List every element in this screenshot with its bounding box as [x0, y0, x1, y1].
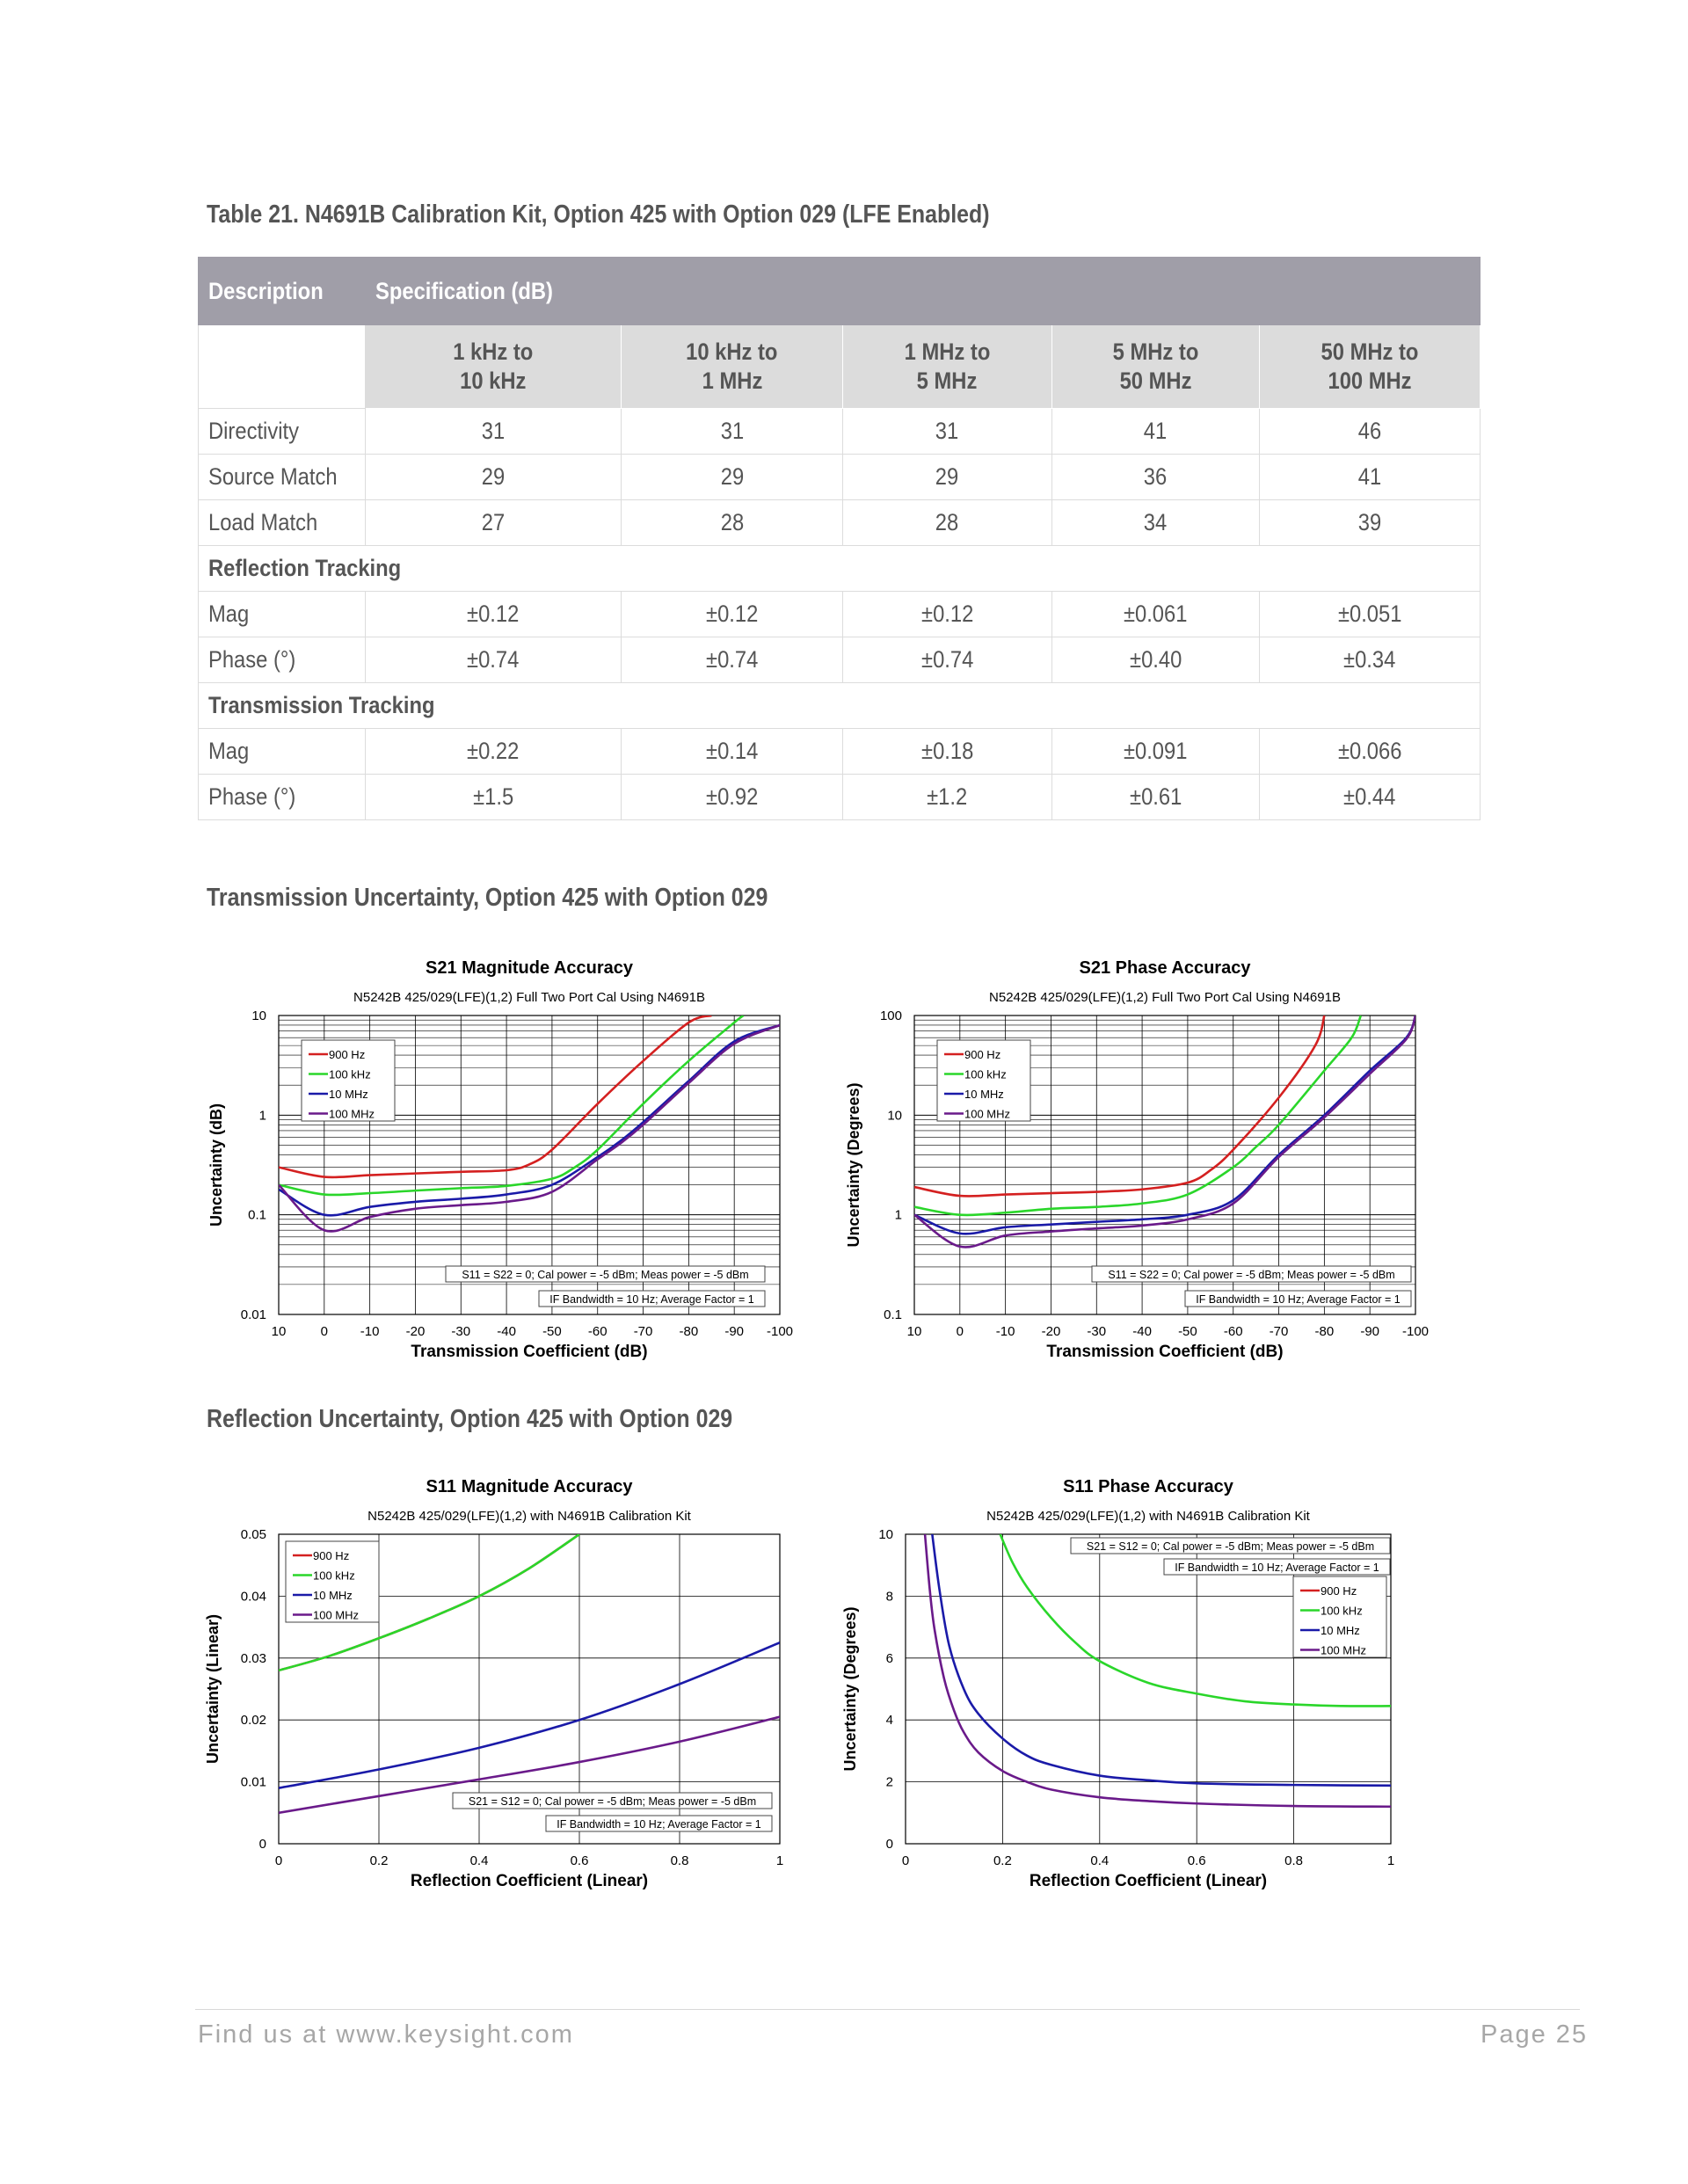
note-text: S11 = S22 = 0; Cal power = -5 dBm; Meas power = -5 dBm [1108, 1269, 1395, 1281]
x-tick-label: 1 [775, 1853, 784, 1868]
table-cell: 28 [622, 500, 843, 546]
s21-magnitude-chart [202, 945, 800, 1367]
legend-label: 900 Hz [313, 1549, 350, 1562]
x-tick-label: -90 [1360, 1324, 1380, 1339]
table-cell: ±0.44 [1260, 775, 1481, 820]
table-cell: ±0.40 [1051, 637, 1260, 683]
x-tick-label: 0 [901, 1853, 910, 1868]
y-tick-label: 0 [885, 1837, 893, 1852]
x-tick-label: 0.4 [469, 1853, 489, 1868]
y-axis-label: Uncertainty (Linear) [204, 1613, 222, 1765]
table-cell: ±0.18 [842, 729, 1051, 775]
reflection-section-title: Reflection Uncertainty, Option 425 with Option 029 [207, 1405, 733, 1433]
x-tick-label: 0 [320, 1324, 328, 1339]
table-row [199, 729, 1481, 775]
table-cell: ±0.74 [622, 637, 843, 683]
footer-website: Find us at www.keysight.com [198, 2020, 574, 2049]
row-label: Phase (°) [199, 637, 366, 683]
y-tick-label: 1 [894, 1207, 902, 1223]
band-header: 1 MHz to 5 MHz [842, 325, 1051, 409]
x-tick-label: -60 [587, 1324, 608, 1339]
x-tick-label: -50 [1178, 1324, 1197, 1339]
y-tick-label: 2 [885, 1774, 893, 1790]
y-tick-label: 0.1 [248, 1207, 266, 1223]
x-tick-label: 0.2 [369, 1853, 389, 1868]
y-tick-label: 0.04 [240, 1589, 266, 1605]
table-title: Table 21. N4691B Calibration Kit, Option 425 with Option 029 (LFE Enabled) [207, 200, 990, 229]
y-tick-label: 0.01 [240, 1307, 266, 1322]
table-row [199, 592, 1481, 637]
y-tick-label: 0.05 [240, 1527, 266, 1542]
x-tick-label: -30 [1087, 1324, 1107, 1339]
note-text: IF Bandwidth = 10 Hz; Average Factor = 1 [557, 1818, 761, 1831]
x-tick-label: -100 [1401, 1324, 1430, 1339]
x-tick-label: 10 [906, 1324, 922, 1339]
y-tick-label: 1 [258, 1108, 266, 1124]
y-tick-label: 0.1 [884, 1307, 902, 1322]
y-tick-label: 0.01 [240, 1774, 266, 1790]
legend-label: 900 Hz [329, 1048, 366, 1061]
x-tick-label: -10 [360, 1324, 380, 1339]
table-cell: 41 [1051, 409, 1260, 455]
x-tick-label: 0.2 [993, 1853, 1012, 1868]
y-tick-label: 10 [251, 1008, 266, 1023]
note-text: IF Bandwidth = 10 Hz; Average Factor = 1 [549, 1293, 754, 1306]
group-row [199, 546, 1481, 592]
band-header: 5 MHz to 50 MHz [1051, 325, 1260, 409]
x-tick-label: -70 [633, 1324, 653, 1339]
chart-subtitle: N5242B 425/029(LFE)(1,2) Full Two Port Cal Using N4691B [353, 990, 705, 1005]
table-cell: 34 [1051, 500, 1260, 546]
x-tick-label: -100 [766, 1324, 794, 1339]
chart-title: S21 Phase Accuracy [1079, 958, 1251, 978]
table-cell: ±0.14 [622, 729, 843, 775]
band-header-empty [199, 325, 366, 409]
y-tick-label: 0.02 [240, 1713, 266, 1729]
y-tick-label: 0.03 [240, 1650, 266, 1666]
legend-label: 100 MHz [313, 1608, 360, 1622]
legend-label: 900 Hz [1321, 1584, 1357, 1598]
table-cell: 29 [842, 455, 1051, 500]
table-cell: 41 [1260, 455, 1481, 500]
table-cell: 36 [1051, 455, 1260, 500]
legend [1293, 1576, 1386, 1657]
legend-label: 10 MHz [313, 1589, 353, 1602]
x-tick-label: -40 [1132, 1324, 1152, 1339]
footer-divider [195, 2009, 1580, 2010]
group-label: Transmission Tracking [199, 683, 1481, 729]
legend-label: 10 MHz [1321, 1624, 1360, 1637]
x-tick-label: 0.4 [1090, 1853, 1110, 1868]
table-cell: ±0.091 [1051, 729, 1260, 775]
row-label: Mag [199, 592, 366, 637]
x-axis-label: Transmission Coefficient (dB) [411, 1343, 648, 1361]
x-tick-label: -90 [724, 1324, 745, 1339]
chart-subtitle: N5242B 425/029(LFE)(1,2) with N4691B Calibration Kit [986, 1509, 1310, 1524]
row-label: Directivity [199, 409, 366, 455]
table-cell: 31 [622, 409, 843, 455]
footer-page-number: Page 25 [1481, 2020, 1589, 2049]
legend-label: 100 MHz [1321, 1643, 1367, 1657]
table-cell: ±0.12 [842, 592, 1051, 637]
band-header: 50 MHz to 100 MHz [1260, 325, 1481, 409]
legend-label: 100 MHz [329, 1107, 375, 1121]
table-cell: ±0.22 [365, 729, 622, 775]
row-label: Phase (°) [199, 775, 366, 820]
row-label: Source Match [199, 455, 366, 500]
chart-title: S11 Magnitude Accuracy [426, 1477, 633, 1496]
table-row [199, 775, 1481, 820]
x-tick-label: -80 [1314, 1324, 1335, 1339]
x-tick-label: -70 [1269, 1324, 1289, 1339]
transmission-section-title: Transmission Uncertainty, Option 425 with Option 029 [207, 884, 768, 912]
s21-phase-chart [840, 945, 1437, 1367]
row-label: Mag [199, 729, 366, 775]
x-tick-label: -10 [995, 1324, 1015, 1339]
y-tick-label: 10 [887, 1108, 902, 1124]
table-cell: ±0.051 [1260, 592, 1481, 637]
x-axis-label: Transmission Coefficient (dB) [1046, 1343, 1284, 1361]
y-axis-label: Uncertainty (Degrees) [845, 1082, 862, 1248]
band-header: 1 kHz to 10 kHz [365, 325, 622, 409]
table-cell: 39 [1260, 500, 1481, 546]
group-label: Reflection Tracking [199, 546, 1481, 592]
table-cell: ±0.12 [365, 592, 622, 637]
s11-magnitude-chart [202, 1464, 800, 1895]
header-specification: Specification (dB) [365, 258, 1480, 325]
y-tick-label: 10 [878, 1527, 893, 1542]
table-cell: 27 [365, 500, 622, 546]
y-tick-label: 0 [258, 1837, 266, 1852]
x-tick-label: -50 [542, 1324, 562, 1339]
s11-phase-chart [840, 1464, 1437, 1895]
table-row [199, 455, 1481, 500]
note-text: S21 = S12 = 0; Cal power = -5 dBm; Meas power = -5 dBm [468, 1795, 757, 1808]
table-row [199, 637, 1481, 683]
table-cell: 29 [622, 455, 843, 500]
x-tick-label: -20 [405, 1324, 426, 1339]
band-header: 10 kHz to 1 MHz [622, 325, 843, 409]
x-tick-label: 0.8 [670, 1853, 689, 1868]
x-axis-label: Reflection Coefficient (Linear) [410, 1872, 649, 1890]
table-cell: ±0.12 [622, 592, 843, 637]
y-tick-label: 6 [885, 1650, 893, 1666]
table-cell: 29 [365, 455, 622, 500]
x-tick-label: 0.6 [1187, 1853, 1206, 1868]
table-row [199, 409, 1481, 455]
legend-label: 10 MHz [964, 1088, 1004, 1101]
y-axis-label: Uncertainty (Degrees) [841, 1606, 859, 1772]
legend-label: 900 Hz [964, 1048, 1001, 1061]
legend [302, 1040, 395, 1121]
chart-title: S11 Phase Accuracy [1063, 1477, 1233, 1496]
spec-table [198, 257, 1481, 820]
table-cell: ±0.34 [1260, 637, 1481, 683]
table-cell: ±0.92 [622, 775, 843, 820]
legend-label: 100 MHz [964, 1107, 1011, 1121]
x-tick-label: -40 [497, 1324, 516, 1339]
row-label: Load Match [199, 500, 366, 546]
table-cell: ±0.61 [1051, 775, 1260, 820]
x-tick-label: -60 [1223, 1324, 1243, 1339]
band-header-row [199, 325, 1481, 409]
x-tick-label: -20 [1041, 1324, 1061, 1339]
chart-title: S21 Magnitude Accuracy [425, 958, 634, 978]
x-tick-label: 0.8 [1284, 1853, 1304, 1868]
x-tick-label: 0 [956, 1324, 964, 1339]
legend [286, 1541, 379, 1622]
table-cell: 31 [365, 409, 622, 455]
table-cell: ±0.74 [842, 637, 1051, 683]
chart-subtitle: N5242B 425/029(LFE)(1,2) with N4691B Calibration Kit [367, 1509, 691, 1524]
y-tick-label: 4 [885, 1713, 893, 1729]
x-tick-label: 10 [271, 1324, 287, 1339]
table-header-row [199, 258, 1481, 325]
table-cell: ±1.5 [365, 775, 622, 820]
table-cell: ±0.74 [365, 637, 622, 683]
x-tick-label: 1 [1386, 1853, 1395, 1868]
table-cell: 31 [842, 409, 1051, 455]
x-tick-label: 0 [274, 1853, 283, 1868]
x-tick-label: -30 [451, 1324, 471, 1339]
x-tick-label: 0.6 [570, 1853, 589, 1868]
group-row [199, 683, 1481, 729]
table-row [199, 500, 1481, 546]
note-text: S21 = S12 = 0; Cal power = -5 dBm; Meas power = -5 dBm [1086, 1540, 1375, 1553]
table-cell: ±0.061 [1051, 592, 1260, 637]
note-text: IF Bandwidth = 10 Hz; Average Factor = 1 [1196, 1293, 1401, 1306]
y-axis-label: Uncertainty (dB) [207, 1103, 225, 1227]
legend-label: 100 kHz [964, 1067, 1007, 1081]
legend-label: 10 MHz [329, 1088, 368, 1101]
header-description: Description [199, 258, 366, 325]
table-cell: 28 [842, 500, 1051, 546]
x-tick-label: -80 [679, 1324, 699, 1339]
note-text: S11 = S22 = 0; Cal power = -5 dBm; Meas power = -5 dBm [462, 1269, 749, 1281]
legend-label: 100 kHz [329, 1067, 371, 1081]
chart-subtitle: N5242B 425/029(LFE)(1,2) Full Two Port Cal Using N4691B [989, 990, 1341, 1005]
legend-label: 100 kHz [313, 1569, 355, 1583]
table-cell: ±0.066 [1260, 729, 1481, 775]
y-tick-label: 100 [879, 1008, 902, 1023]
table-cell: 46 [1260, 409, 1481, 455]
table-cell: ±1.2 [842, 775, 1051, 820]
x-axis-label: Reflection Coefficient (Linear) [1029, 1872, 1268, 1890]
y-tick-label: 8 [885, 1589, 893, 1605]
legend-label: 100 kHz [1321, 1604, 1363, 1618]
note-text: IF Bandwidth = 10 Hz; Average Factor = 1 [1175, 1562, 1379, 1574]
legend [937, 1040, 1030, 1121]
